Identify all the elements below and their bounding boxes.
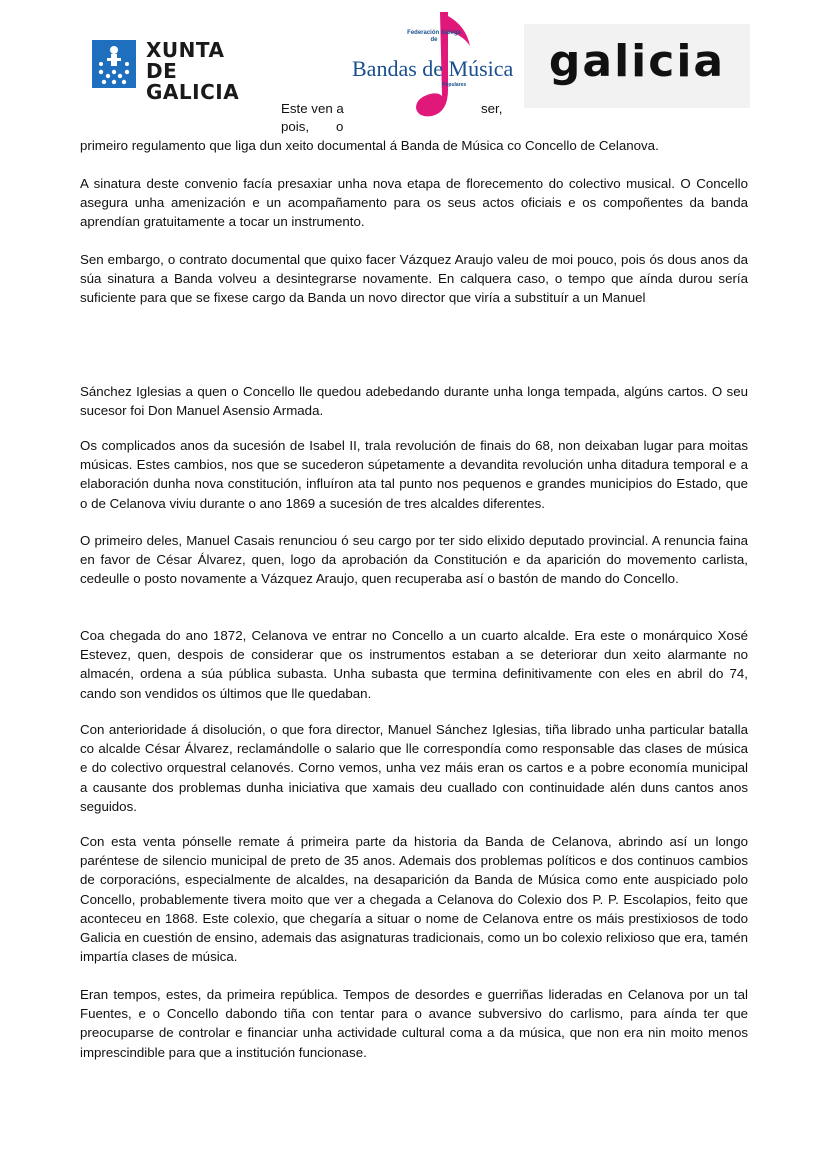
galicia-logo	[524, 24, 750, 108]
xunta-line2: DE GALICIA	[146, 59, 240, 104]
fragment-text-b1: pois,	[281, 119, 310, 134]
xunta-de-galicia-logo	[92, 38, 252, 104]
paragraph-5: Os complicados anos da sucesión de Isabel II, trala revolución de finais do 68, non deixaban lugar para moitas músicas. Estes cambios, nos que se sucederon súpetamente a devandita revolución unha ditadura temporal e a elaboración dunha nova constitución, influíron ata tal punto nos pequenos e grandes municipios do Estado, que o de Celanova viviu durante o ano 1869 a sucesión de tres alcaldes diferentes.	[80, 438, 748, 511]
bandas-federation-text: Federación Galega de	[407, 30, 461, 43]
fragment-text-a2: ser,	[481, 101, 503, 116]
fragment-text-a1: Este ven a	[281, 101, 344, 116]
xunta-line1: XUNTA	[146, 38, 225, 62]
paragraph-6: O primeiro deles, Manuel Casais renunciou ó seu cargo por ter sido elixido deputado provincial. A renuncia faina en favor de César Álvarez, quen, logo da aprobación da Constitución e da aparición do movemento carlista, cedeulle o posto novamente a Vázquez Araujo, quen recuperaba así o bastón de mando do Concello.	[80, 533, 748, 587]
galicia-logo-text: galicia	[548, 36, 726, 87]
paragraph-7: Coa chegada do ano 1872, Celanova ve entrar no Concello a un cuarto alcalde. Era este o monárquico Xosé Estevez, quen, despois de considerar que os instrumentos estaban a se deteriorar dun xeito alarmante no almacén, ordena a súa pública subasta. Unha subasta que termina definitivamente con eles en abril do 74, cando son vendidos os últimos que lle quedaban.	[80, 628, 748, 701]
paragraph-9: Con esta venta pónselle remate á primeira parte da historia da Banda de Celanova, abrindo así un longo paréntese de silencio municipal de preto de 35 anos. Ademais dos problemas políticos e dos continuos cambios de corporacións, especialmente de alcaldes, na desaparición da Banda de Música como ente auspiciado polo Concello, probablemente tivera moito que ver a chegada a Celanova do Colexio dos P. P. Escolapios, feito que aconteceu en 1868. Este colexio, que chegaría a situar o nome de Celanova entre os máis prestixiosos de todo Galicia en cuestión de ensino, ademais das asignaturas tradicionais, como un bo colexio relixioso que era, tamén impartía clases de música.	[80, 834, 748, 965]
paragraph-4: Sánchez Iglesias a quen o Concello lle quedou adebedando durante unha longa tempada, algúns cartos. O seu sucesor foi Don Manuel Asensio Armada.	[80, 384, 748, 419]
paragraph-2: A sinatura deste convenio facía presaxiar unha nova etapa de florecemento do colectivo musical. O Concello asegura unha amenización e un acompañamento para os seus actos oficiais e os compoñentes da banda aprendían gratuitamente a tocar un instrumento.	[80, 176, 748, 230]
fragment-text-b2: o	[336, 119, 344, 134]
xunta-logo-text	[146, 40, 252, 103]
paragraph-8: Con anterioridade á disolución, o que fora director, Manuel Sánchez Iglesias, tiña librado unha particular batalla co alcalde César Álvarez, reclamándolle o salario que lle correspondía como responsable das clases de música e do colectivo orquestral celanovés. Corno vemos, unha vez máis eran os cartos e a pobre economía municipal a causante dos problemas dunha iniciativa que xamais deu cuallado con continuidade alén duns cantos anos seguidos.	[80, 722, 748, 814]
xunta-shield-icon	[92, 40, 136, 88]
paragraph-1: primeiro regulamento que liga dun xeito documental á Banda de Música co Concello de Celanova.	[80, 138, 659, 153]
paragraph-3: Sen embargo, o contrato documental que quixo facer Vázquez Araujo valeu de moi pouco, pois ós dous anos da súa sinatura a Banda volveu a desintegrarse novamente. En calquera caso, o tempo que aínda durou sería suficiente para que se fixese cargo da Banda un novo director que viría a substituír a un Manuel	[80, 252, 748, 306]
bandas-subtitle-text: Populares	[442, 82, 467, 88]
bandas-main-text: Bandas de Música	[352, 56, 514, 81]
paragraph-10: Eran tempos, estes, da primeira república. Tempos de desordes e guerriñas lideradas en Celanova por un tal Fuentes, e o Concello dabondo tiña con tentar para o avance subversivo do carlismo, para aínda ter que preocuparse de controlar e financiar unha actividade cultural coma a da música, que non era nin moito menos imprescindible para que a institución funcionase.	[80, 987, 748, 1060]
